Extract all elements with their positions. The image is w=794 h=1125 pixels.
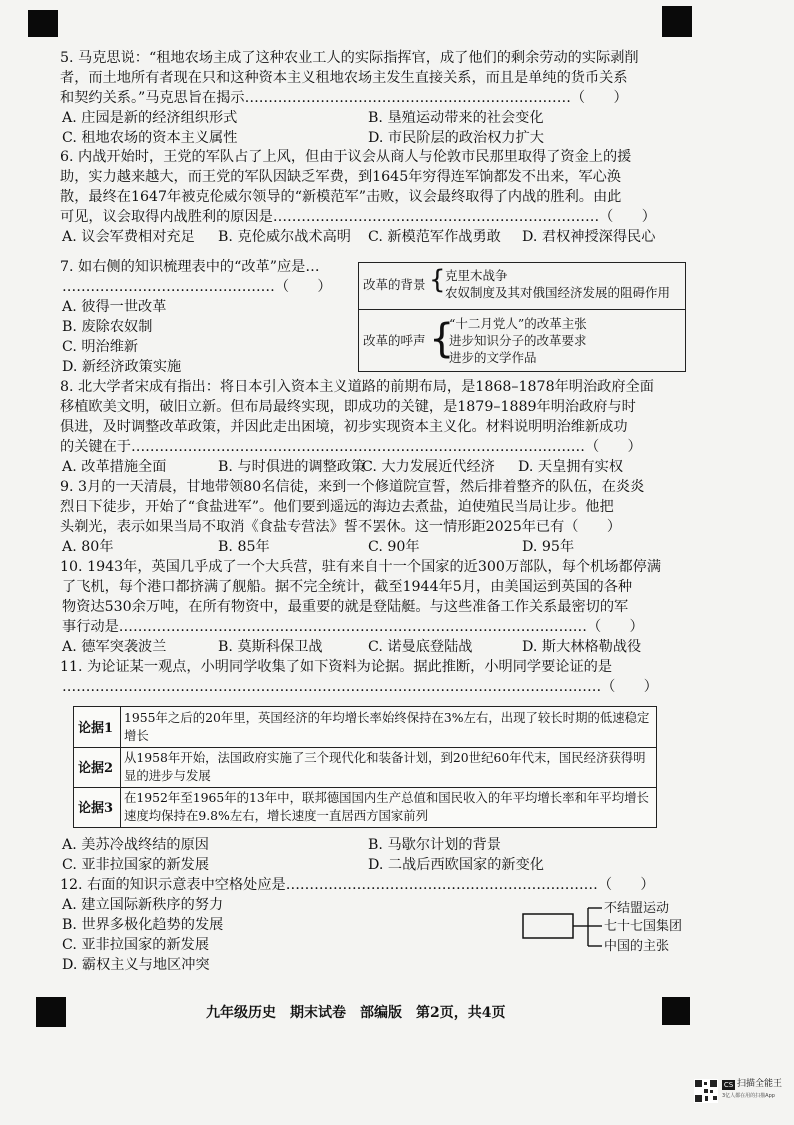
- q5-line-2: 者，而土地所有者现在只和这种资本主义租地农场主发生直接关系，而且是单纯的货币关系: [60, 70, 628, 86]
- q7-call-label: 改革的呼声: [363, 333, 426, 348]
- q6-option-d[interactable]: D. 君权神授深得民心: [522, 229, 656, 245]
- scanner-logo-badge: CS: [723, 1081, 734, 1089]
- registration-mark-top-left: [28, 10, 58, 37]
- q8-line-1: 8. 北大学者宋成有指出：将日本引入资本主义道路的前期布局，是1868–1878年明治政府全面: [60, 379, 654, 395]
- q11-option-a[interactable]: A. 美苏冷战终结的原因: [62, 837, 209, 853]
- q11-evidence-table: [73, 706, 657, 828]
- q5-option-d[interactable]: D. 市民阶层的政治权力扩大: [368, 130, 544, 146]
- q12-option-c[interactable]: C. 亚非拉国家的新发展: [62, 937, 210, 953]
- q9-option-a[interactable]: A. 80年: [62, 539, 114, 555]
- q11-evidence-1-text: 1955年之后的20年里，英国经济的年均增长率始终保持在3%左右，出现了较长时期的低速稳定增长: [124, 710, 650, 743]
- q7-table-divider: [359, 309, 685, 310]
- q9-option-c[interactable]: C. 90年: [368, 539, 420, 555]
- q7-option-d[interactable]: D. 新经济政策实施: [62, 359, 182, 375]
- q11-evidence-2-label: 论据2: [78, 761, 114, 776]
- scanner-app-name: 扫描全能王: [737, 1079, 783, 1089]
- q9-line-1: 9. 3月的一天清晨，甘地带领80名信徒，来到一个修道院宣誓，然后排着整齐的队伍，在炎炎: [60, 479, 645, 495]
- q10-line-4: 事行动是………………………………………………………………………………………（ ）: [62, 619, 644, 635]
- q12-diagram-item-1: 不结盟运动: [604, 901, 670, 916]
- q10-option-a[interactable]: A. 德军突袭波兰: [62, 639, 167, 655]
- q12-option-d[interactable]: D. 霸权主义与地区冲突: [62, 957, 210, 973]
- q10-line-1: 10. 1943年，英国几乎成了一个大兵营，驻有来自十一个国家的近300万部队，每个机场都停满: [60, 559, 662, 575]
- q9-line-3: 头剃光，表示如果当局不取消《食盐专营法》誓不罢休。这一情形距2025年已有（ ）: [60, 519, 622, 535]
- q7-background-item-2: 农奴制度及其对俄国经济发展的阻碍作用: [445, 285, 671, 300]
- q11-evidence-1-label: 论据1: [78, 721, 114, 736]
- q7-option-b[interactable]: B. 废除农奴制: [62, 319, 153, 335]
- qr-code-icon: [694, 1079, 718, 1103]
- q5-option-a[interactable]: A. 庄园是新的经济组织形式: [62, 110, 238, 126]
- scanner-watermark: [694, 1077, 790, 1107]
- q6-line-4: 可见，议会取得内战胜利的原因是……………………………………………………………（ ）: [60, 209, 656, 225]
- q7-call-item-1: “十二月党人”的改革主张: [449, 316, 587, 331]
- q11-evidence-2-text: 从1958年开始，法国政府实施了三个现代化和装备计划，到20世纪60年代末，国民经济获得明显的进步与发展: [124, 750, 646, 783]
- q10-line-2: 了飞机，每个港口都挤满了舰船。据不完全统计，截至1944年5月，由美国运到英国的各种: [62, 579, 633, 595]
- q5-line-1: 5. 马克思说：“租地农场主成了这种农业工人的实际指挥官，成了他们的剩余劳动的实际剥削: [60, 50, 639, 66]
- q8-option-d[interactable]: D. 天皇拥有实权: [518, 459, 624, 475]
- q7-call-item-2: 进步知识分子的改革要求: [449, 333, 587, 348]
- q11-evidence-3-label: 论据3: [78, 801, 114, 816]
- q12-diagram-item-2: 七十七国集团: [604, 919, 683, 934]
- q6-option-b[interactable]: B. 克伦威尔战术高明: [218, 229, 351, 245]
- q11-evidence-3-text: 在1952年至1965年的13年中，联邦德国国内生产总值和国民收入的年平均增长率和年平均增长速度均保持在9.8%左右，增长速度一直居西方国家前列: [124, 790, 649, 823]
- q7-knowledge-table: [358, 262, 686, 372]
- q6-option-a[interactable]: A. 议会军费相对充足: [62, 229, 195, 245]
- q11-option-b[interactable]: B. 马歇尔计划的背景: [368, 837, 501, 853]
- q12-option-a[interactable]: A. 建立国际新秩序的努力: [62, 897, 224, 913]
- q11-table-column-divider: [120, 707, 121, 827]
- q12-knowledge-diagram: [520, 898, 690, 986]
- q10-option-c[interactable]: C. 诺曼底登陆战: [368, 639, 473, 655]
- q9-option-b[interactable]: B. 85年: [218, 539, 270, 555]
- q7-background-brace: {: [429, 265, 446, 295]
- q12-option-b[interactable]: B. 世界多极化趋势的发展: [62, 917, 224, 933]
- q8-option-c[interactable]: C. 大力发展近代经济: [362, 459, 495, 475]
- q7-line-1: 7. 如右侧的知识梳理表中的“改革”应是…: [60, 259, 320, 275]
- q5-line-3: 和契约关系。”马克思旨在揭示……………………………………………………………（ ）: [60, 90, 628, 106]
- q10-option-b[interactable]: B. 莫斯科保卫战: [218, 639, 323, 655]
- q8-option-b[interactable]: B. 与时俱进的调整政策: [218, 459, 366, 475]
- q10-line-3: 物资达530余万吨，在所有物资中，最重要的就是登陆艇。与这些准备工作关系最密切的军: [62, 599, 629, 615]
- q12-diagram-item-3: 中国的主张: [604, 939, 670, 954]
- registration-mark-bottom-right: [662, 997, 690, 1025]
- q7-line-2: ………………………………………（ ）: [62, 279, 332, 295]
- q8-line-2: 移植欧美文明，破旧立新。但布局最终实现，即成功的关键，是1879–1889年明治政府与时: [60, 399, 636, 415]
- q8-option-a[interactable]: A. 改革措施全面: [62, 459, 167, 475]
- q11-row-divider-2: [74, 787, 656, 788]
- q7-option-a[interactable]: A. 彼得一世改革: [62, 299, 167, 315]
- q11-line-1: 11. 为论证某一观点，小明同学收集了如下资料为论据。据此推断，小明同学要论证的是: [60, 659, 613, 675]
- registration-mark-top-right: [662, 6, 692, 37]
- q7-call-brace: {: [429, 316, 455, 362]
- q6-line-2: 助，实力越来越大，而王党的军队因缺乏军费，到1645年穷得连军饷都发不出来，军心涣: [60, 169, 622, 185]
- q6-line-1: 6. 内战开始时，王党的军队占了上风，但由于议会从商人与伦敦市民那里取得了资金上的援: [60, 149, 632, 165]
- page-footer: 九年级历史 期末试卷 部编版 第2页，共4页: [206, 1005, 506, 1021]
- q7-call-item-3: 进步的文学作品: [449, 350, 537, 365]
- q11-option-c[interactable]: C. 亚非拉国家的新发展: [62, 857, 210, 873]
- q12-line-1: 12. 右面的知识示意表中空格处应是…………………………………………………………（ ）: [60, 877, 655, 893]
- q11-line-2: ……………………………………………………………………………………………………（ ）: [62, 679, 658, 695]
- q7-option-c[interactable]: C. 明治维新: [62, 339, 139, 355]
- q12-blank-box[interactable]: [523, 914, 573, 938]
- q8-line-4: 的关键在于……………………………………………………………………………………（ ）: [60, 439, 642, 455]
- scanner-app-tagline: 3亿人都在用的扫描App: [722, 1093, 775, 1099]
- registration-mark-bottom-left: [36, 997, 66, 1027]
- q6-option-c[interactable]: C. 新模范军作战勇敢: [368, 229, 501, 245]
- q9-line-2: 烈日下徒步，开始了“食盐进军”。他们要到遥远的海边去煮盐，迫使殖民当局让步。他把: [60, 499, 614, 515]
- q5-option-b[interactable]: B. 垦殖运动带来的社会变化: [368, 110, 544, 126]
- q6-line-3: 散，最终在1647年被克伦威尔领导的“新模范军”击败，议会最终取得了内战的胜利。由此: [60, 189, 622, 205]
- q8-line-3: 俱进，及时调整改革政策，并因此走出困境，初步实现资本主义化。材料说明明治维新成功: [60, 419, 628, 435]
- q9-option-d[interactable]: D. 95年: [522, 539, 575, 555]
- q11-option-d[interactable]: D. 二战后西欧国家的新变化: [368, 857, 544, 873]
- q5-option-c[interactable]: C. 租地农场的资本主义属性: [62, 130, 238, 146]
- q11-row-divider-1: [74, 747, 656, 748]
- q7-background-item-1: 克里木战争: [445, 268, 508, 283]
- q7-background-label: 改革的背景: [363, 277, 426, 292]
- q10-option-d[interactable]: D. 斯大林格勒战役: [522, 639, 642, 655]
